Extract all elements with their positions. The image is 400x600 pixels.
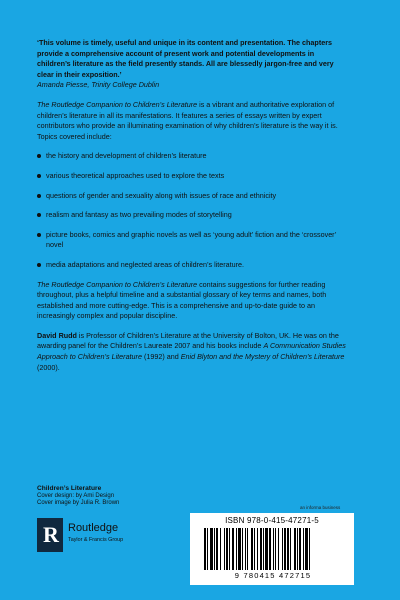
informa-tagline: an informa business [300,505,341,510]
topic-item [37,260,347,271]
author-name: David Rudd [37,330,77,340]
intro-paragraph [37,100,347,142]
routledge-logo [37,518,157,552]
quote-author: Amanda Piesse, [37,80,90,90]
series-name: Children’s Literature [37,485,102,492]
routledge-r-icon: R [37,518,63,552]
quote-attribution [37,80,347,91]
topic-item [37,210,347,221]
series-info [37,485,119,508]
review-quote: ‘This volume is timely, useful and unique in its content and presentation. The chapters provide a comprehensive account of present work and potential developments in children’s literature as the field presently stands. All are blessedly jargon-free and very clear in their exposition.’ [37,38,334,79]
topic-item [37,191,347,202]
topic-text: realism and fantasy as two prevailing modes of storytelling [46,210,232,220]
quote-affiliation: Trinity College Dublin [91,80,160,90]
barcode-panel [190,513,354,585]
isbn-label: ISBN 978-0-415-47271-5 [225,516,319,525]
summary-book-title: The Routledge Companion to Children’s Literature [37,279,198,289]
publisher-tagline: Taylor & Francis Group [68,537,124,543]
bullet-icon [37,154,41,158]
bullet-icon [37,174,41,178]
cover-image-credit: Cover image by Julia R. Brown [37,500,120,506]
intro-text: is a vibrant and authoritative exploration of children’s literature in all its manifestations. It features a series of essays written by expert contributors who provide an illuminating examination of why children’s literature is the way it is. Topics covered include: [37,99,338,141]
topic-text: media adaptations and neglected areas of children’s literature. [46,259,245,269]
topic-item [37,151,347,162]
summary-paragraph [37,280,347,322]
publisher-name: Routledge [68,522,119,534]
topics-list [37,151,347,270]
topic-text: picture books, comics and graphic novels as well as ‘young adult’ fiction and the ‘crossover’ novel [46,229,337,250]
topic-item [37,171,347,182]
topic-text: questions of gender and sexuality along with issues of race and ethnicity [46,190,277,200]
topic-text: various theoretical approaches used to explore the texts [46,170,225,180]
bullet-icon [37,233,41,237]
summary-text: contains suggestions for further reading throughout, plus a helpful timeline and a substantial glossary of key terms and names, both established and more cutting-edge. This is a comprehensive and up-to-date guide to an increasingly complex and popular discipline. [37,279,327,321]
bio-text: (2000). [37,362,60,372]
bio-text: is Professor of Children’s Literature at the University of Bolton, UK. He was on the awarding panel for the Children’s Laureate 2007 and his books include [37,330,339,351]
bullet-icon [37,213,41,217]
bullet-icon [37,263,41,267]
barcode-icon [204,528,344,570]
intro-book-title: The Routledge Companion to Children’s Literature [37,99,198,109]
bio-book-title: Enid Blyton and the Mystery of Children’s Literature [180,352,345,362]
cover-text [37,38,347,382]
barcode-number: 9 780415 472715 [234,571,312,580]
cover-design-credit: Cover design: by Ami Design [37,492,115,499]
topic-text: the history and development of children’s literature [46,151,207,161]
topic-item [37,230,347,251]
bio-book-title: A Communication Studies Approach to Children’s Literature [37,341,346,362]
author-bio [37,331,347,373]
bullet-icon [37,194,41,198]
bio-text: (1992) and [141,352,181,362]
